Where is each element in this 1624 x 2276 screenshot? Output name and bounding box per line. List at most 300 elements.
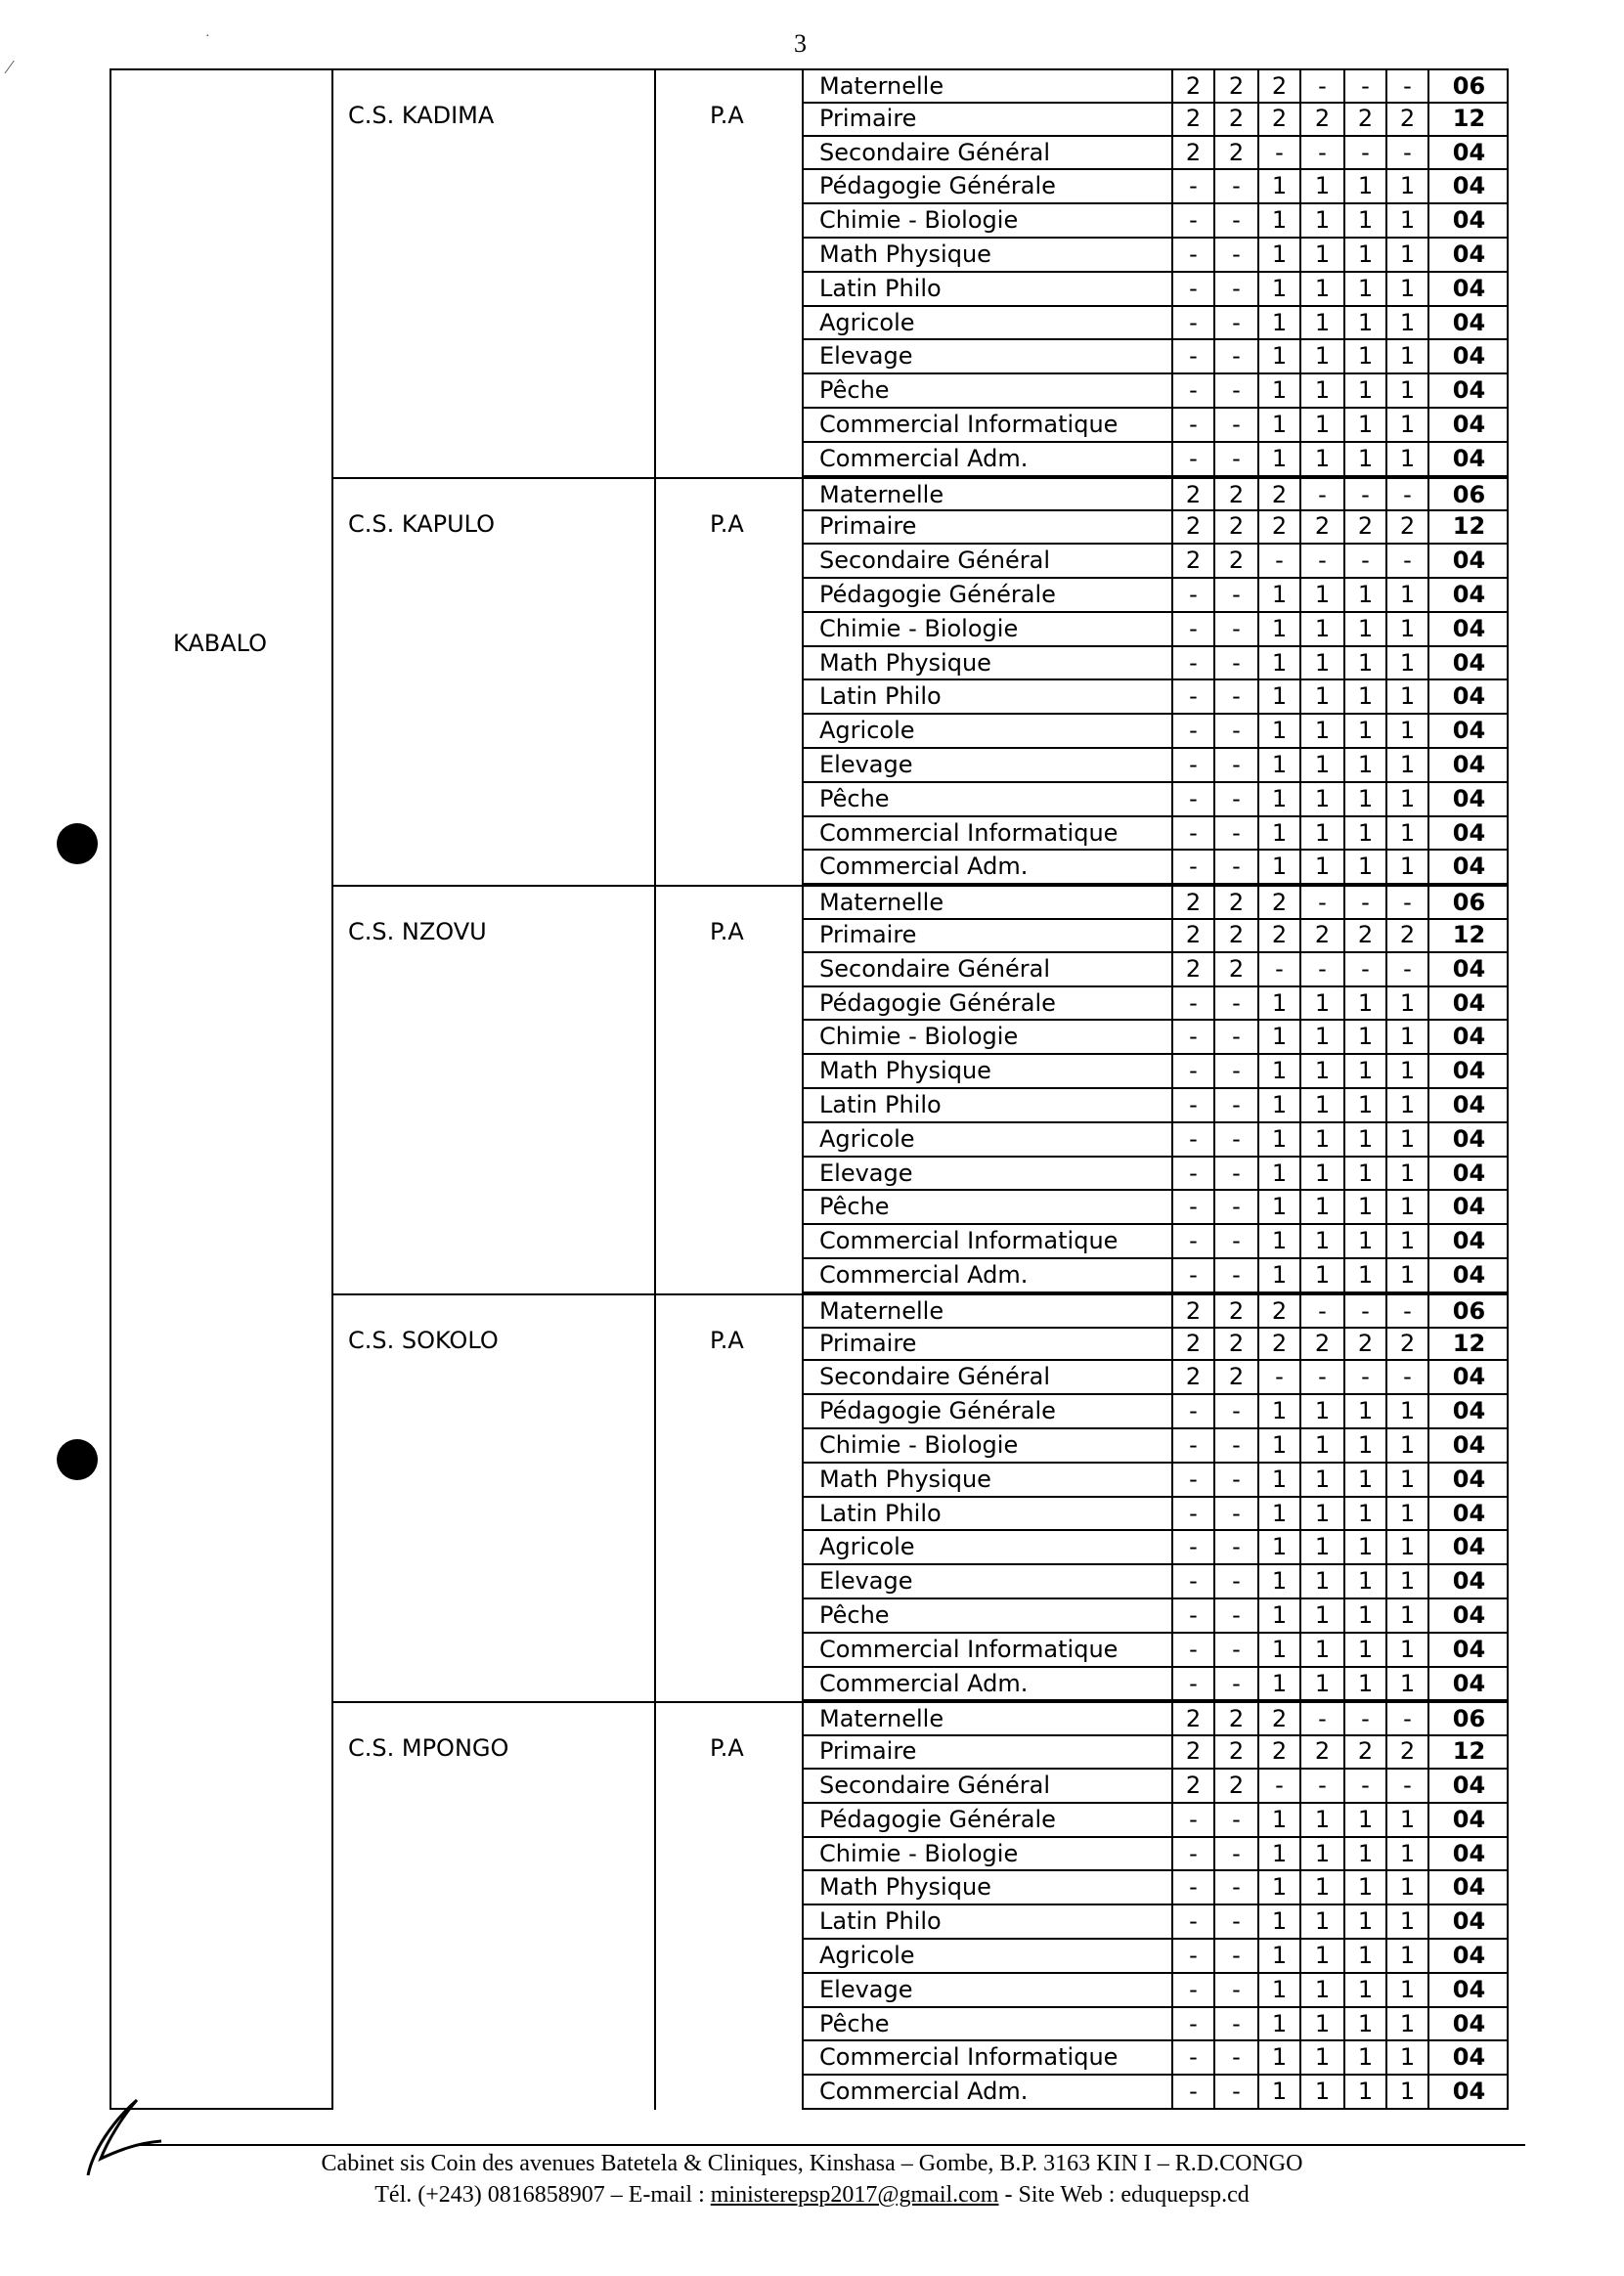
total-cell: 04 — [1452, 1023, 1486, 1051]
count-cell: 1 — [1259, 1498, 1301, 1530]
count-cell: - — [1173, 715, 1215, 747]
count-cell: - — [1215, 2041, 1259, 2074]
total-cell: 04 — [1452, 1261, 1486, 1289]
table-row — [802, 137, 1509, 171]
count-cell: 1 — [1259, 1905, 1301, 1938]
count-cell: - — [1215, 613, 1259, 645]
count-cell: 1 — [1345, 680, 1387, 713]
count-cell: 1 — [1387, 443, 1429, 475]
count-cell: 1 — [1387, 239, 1429, 271]
count-cell: 1 — [1387, 1974, 1429, 2006]
subject-cell: Chimie - Biologie — [804, 1021, 1173, 1053]
count-cell: 1 — [1259, 1599, 1301, 1632]
count-cell: - — [1215, 1055, 1259, 1087]
subject-cell: Elevage — [804, 749, 1173, 781]
count-cell: - — [1387, 1703, 1429, 1734]
count-cell: - — [1345, 1770, 1387, 1802]
subject-cell: Latin Philo — [804, 1905, 1173, 1938]
subject-cell: Commercial Adm. — [804, 851, 1173, 883]
table-row — [802, 953, 1509, 987]
total-cell: 04 — [1452, 206, 1486, 235]
count-cell: 2 — [1387, 103, 1429, 135]
count-cell: - — [1173, 1089, 1215, 1121]
count-cell: 2 — [1173, 1328, 1215, 1360]
total-cell: 04 — [1452, 648, 1486, 677]
table-row — [802, 1395, 1509, 1429]
count-cell: - — [1215, 1804, 1259, 1836]
total-cell: 04 — [1452, 751, 1486, 778]
count-cell: 1 — [1387, 1634, 1429, 1666]
count-cell: 2 — [1215, 545, 1259, 577]
table-row — [802, 1735, 1509, 1770]
table-row — [802, 1668, 1509, 1702]
subject-cell: Maternelle — [804, 1295, 1173, 1327]
count-cell: 2 — [1301, 103, 1345, 135]
count-cell: 1 — [1387, 1565, 1429, 1598]
count-cell: - — [1215, 1905, 1259, 1938]
count-cell: 1 — [1259, 1021, 1301, 1053]
table-row — [802, 817, 1509, 852]
subject-cell: Agricole — [804, 307, 1173, 339]
center-name: C.S. KADIMA — [348, 102, 495, 129]
subject-cell: Math Physique — [804, 1871, 1173, 1904]
count-cell: - — [1173, 170, 1215, 202]
count-cell: 1 — [1301, 1191, 1345, 1223]
count-cell: - — [1387, 1361, 1429, 1393]
count-cell: - — [1215, 2008, 1259, 2040]
count-cell: - — [1345, 1703, 1387, 1734]
subject-cell: Elevage — [804, 1565, 1173, 1598]
center-type: P.A — [710, 1326, 744, 1354]
total-cell: 04 — [1452, 308, 1486, 336]
count-cell: 1 — [1387, 2041, 1429, 2074]
total-cell: 04 — [1452, 172, 1486, 200]
total-cell: 04 — [1452, 1942, 1486, 1969]
count-cell: 1 — [1301, 1599, 1345, 1632]
count-cell: 1 — [1259, 307, 1301, 339]
count-cell: 1 — [1345, 613, 1387, 645]
total-cell: 04 — [1452, 1907, 1486, 1936]
total-cell: 04 — [1452, 547, 1486, 575]
count-cell: - — [1173, 1565, 1215, 1598]
count-cell: 1 — [1387, 749, 1429, 781]
count-cell: - — [1173, 273, 1215, 305]
count-cell: - — [1345, 887, 1387, 918]
total-cell: 04 — [1452, 2043, 1486, 2072]
count-cell: - — [1215, 204, 1259, 237]
count-cell: - — [1345, 545, 1387, 577]
count-cell: 1 — [1387, 1123, 1429, 1156]
count-cell: - — [1259, 1361, 1301, 1393]
subject-cell: Math Physique — [804, 239, 1173, 271]
count-cell: 1 — [1301, 1055, 1345, 1087]
table-row — [802, 1055, 1509, 1089]
count-cell: 2 — [1345, 1735, 1387, 1768]
count-cell: 2 — [1173, 70, 1215, 102]
count-cell: 1 — [1345, 374, 1387, 407]
count-cell: 1 — [1345, 239, 1387, 271]
count-cell: 1 — [1301, 1464, 1345, 1496]
count-cell: 1 — [1345, 1838, 1387, 1870]
count-cell: - — [1215, 443, 1259, 475]
count-cell: 1 — [1345, 647, 1387, 679]
count-cell: 1 — [1345, 1158, 1387, 1190]
count-cell: 1 — [1387, 1668, 1429, 1700]
footer-address: Cabinet sis Coin des avenues Batetela & Cliniques, Kinshasa – Gombe, B.P. 3163 KIN I – R.D.CONGO — [321, 2151, 1303, 2176]
count-cell: - — [1345, 1295, 1387, 1327]
count-cell: 1 — [1345, 1498, 1387, 1530]
count-cell: 2 — [1345, 1328, 1387, 1360]
count-cell: - — [1215, 1395, 1259, 1427]
count-cell: 1 — [1345, 1871, 1387, 1904]
count-cell: - — [1215, 170, 1259, 202]
total-cell: 04 — [1452, 1772, 1486, 1799]
count-cell: 1 — [1345, 2041, 1387, 2074]
count-cell: - — [1215, 374, 1259, 407]
count-cell: - — [1387, 137, 1429, 169]
count-cell: - — [1215, 715, 1259, 747]
count-cell: 2 — [1215, 953, 1259, 985]
subject-cell: Commercial Informatique — [804, 409, 1173, 441]
total-cell: 04 — [1452, 1363, 1486, 1391]
count-cell: - — [1387, 1295, 1429, 1327]
count-cell: 1 — [1259, 204, 1301, 237]
center-name-cell — [333, 887, 656, 1293]
center-type: P.A — [710, 102, 744, 129]
footer-email-link[interactable]: ministerepsp2017@gmail.com — [710, 2182, 999, 2208]
center-name: C.S. NZOVU — [348, 918, 487, 946]
count-cell: 1 — [1301, 409, 1345, 441]
total-cell: 06 — [1452, 480, 1486, 508]
count-cell: 1 — [1301, 1668, 1345, 1700]
count-cell: 1 — [1301, 374, 1345, 407]
count-cell: 1 — [1301, 680, 1345, 713]
count-cell: 1 — [1301, 1838, 1345, 1870]
count-cell: 2 — [1387, 1735, 1429, 1768]
count-cell: - — [1215, 680, 1259, 713]
count-cell: 2 — [1173, 510, 1215, 543]
subject-cell: Primaire — [804, 1328, 1173, 1360]
count-cell: 2 — [1173, 137, 1215, 169]
count-cell: 1 — [1387, 987, 1429, 1020]
count-cell: 1 — [1301, 987, 1345, 1020]
count-cell: - — [1215, 340, 1259, 372]
count-cell: - — [1387, 953, 1429, 985]
count-cell: 2 — [1301, 1735, 1345, 1768]
count-cell: - — [1173, 817, 1215, 850]
count-cell: - — [1301, 1295, 1345, 1327]
count-cell: 1 — [1259, 1158, 1301, 1190]
count-cell: 2 — [1173, 1295, 1215, 1327]
count-cell: 2 — [1173, 919, 1215, 951]
subject-cell: Primaire — [804, 510, 1173, 543]
count-cell: - — [1345, 70, 1387, 102]
count-cell: 1 — [1301, 307, 1345, 339]
subject-cell: Latin Philo — [804, 273, 1173, 305]
total-cell: 04 — [1452, 954, 1486, 983]
count-cell: - — [1215, 1259, 1259, 1291]
count-cell: 1 — [1387, 817, 1429, 850]
subject-cell: Secondaire Général — [804, 1361, 1173, 1393]
count-cell: 1 — [1387, 170, 1429, 202]
subject-cell: Agricole — [804, 1123, 1173, 1156]
subject-cell: Chimie - Biologie — [804, 613, 1173, 645]
center-type: P.A — [710, 918, 744, 946]
center-block — [333, 477, 802, 886]
count-cell: 1 — [1301, 1804, 1345, 1836]
count-cell: 2 — [1215, 103, 1259, 135]
count-cell: 1 — [1301, 1123, 1345, 1156]
subject-cell: Commercial Informatique — [804, 817, 1173, 850]
total-cell: 06 — [1452, 1705, 1486, 1733]
subject-cell: Latin Philo — [804, 1498, 1173, 1530]
count-cell: 1 — [1301, 817, 1345, 850]
count-cell: 1 — [1387, 1191, 1429, 1223]
count-cell: 1 — [1301, 1498, 1345, 1530]
count-cell: - — [1387, 887, 1429, 918]
count-cell: - — [1173, 1395, 1215, 1427]
count-cell: - — [1215, 1498, 1259, 1530]
table-row — [802, 919, 1509, 953]
count-cell: - — [1215, 1838, 1259, 1870]
count-cell: 1 — [1301, 1531, 1345, 1563]
count-cell: - — [1215, 987, 1259, 1020]
count-cell: - — [1173, 1225, 1215, 1257]
total-cell: 04 — [1452, 342, 1486, 371]
count-cell: - — [1173, 1191, 1215, 1223]
count-cell: 2 — [1215, 1361, 1259, 1393]
subject-cell: Math Physique — [804, 1055, 1173, 1087]
subject-cell: Math Physique — [804, 1464, 1173, 1496]
count-cell: - — [1301, 70, 1345, 102]
count-cell: 1 — [1345, 204, 1387, 237]
table-row — [802, 2008, 1509, 2042]
count-cell: 1 — [1345, 1055, 1387, 1087]
count-cell: - — [1387, 545, 1429, 577]
count-cell: - — [1173, 239, 1215, 271]
district-column — [110, 68, 333, 2110]
count-cell: 1 — [1345, 817, 1387, 850]
count-cell: 1 — [1301, 2008, 1345, 2040]
count-cell: - — [1173, 1668, 1215, 1700]
count-cell: 1 — [1259, 1871, 1301, 1904]
count-cell: 1 — [1387, 613, 1429, 645]
count-cell: - — [1215, 1871, 1259, 1904]
count-cell: 1 — [1387, 1599, 1429, 1632]
count-cell: 1 — [1387, 1940, 1429, 1972]
count-cell: 1 — [1345, 273, 1387, 305]
total-cell: 04 — [1452, 614, 1486, 642]
count-cell: - — [1259, 545, 1301, 577]
count-cell: 1 — [1259, 1123, 1301, 1156]
count-cell: - — [1345, 953, 1387, 985]
count-cell: 2 — [1173, 953, 1215, 985]
total-cell: 04 — [1452, 376, 1486, 405]
table-row — [802, 68, 1509, 104]
total-cell: 04 — [1452, 1091, 1486, 1118]
center-name: C.S. MPONGO — [348, 1734, 509, 1763]
count-cell: 1 — [1387, 1871, 1429, 1904]
count-cell: - — [1173, 1974, 1215, 2006]
count-cell: 1 — [1301, 1940, 1345, 1972]
count-cell: 1 — [1387, 1429, 1429, 1462]
count-cell: - — [1215, 307, 1259, 339]
count-cell: 1 — [1387, 2008, 1429, 2040]
center-block — [333, 68, 802, 477]
count-cell: 1 — [1387, 783, 1429, 815]
count-cell: 2 — [1173, 887, 1215, 918]
count-cell: - — [1345, 1361, 1387, 1393]
count-cell: - — [1173, 1123, 1215, 1156]
count-cell: 2 — [1301, 510, 1345, 543]
footer-rule — [137, 2144, 1525, 2146]
count-cell: - — [1259, 953, 1301, 985]
subject-cell: Latin Philo — [804, 1089, 1173, 1121]
total-cell: 04 — [1452, 1873, 1486, 1902]
count-cell: - — [1345, 479, 1387, 510]
count-cell: 1 — [1345, 1429, 1387, 1462]
count-cell: 1 — [1345, 783, 1387, 815]
count-cell: 1 — [1259, 680, 1301, 713]
total-cell: 04 — [1452, 1669, 1486, 1697]
count-cell: - — [1301, 1770, 1345, 1802]
subject-cell: Maternelle — [804, 887, 1173, 918]
count-cell: 1 — [1345, 1225, 1387, 1257]
count-cell: - — [1215, 273, 1259, 305]
punch-hole — [57, 1439, 98, 1480]
count-cell: - — [1387, 479, 1429, 510]
table-row — [802, 374, 1509, 409]
total-cell: 06 — [1452, 72, 1486, 100]
table-row — [802, 1838, 1509, 1872]
count-cell: 1 — [1387, 1158, 1429, 1190]
count-cell: 1 — [1345, 1668, 1387, 1700]
count-cell: 2 — [1215, 137, 1259, 169]
count-cell: 1 — [1259, 2041, 1301, 2074]
subject-cell: Maternelle — [804, 70, 1173, 102]
footer-website: - Site Web : eduquepsp.cd — [998, 2182, 1250, 2208]
count-cell: 1 — [1301, 715, 1345, 747]
count-cell: 2 — [1215, 1295, 1259, 1327]
table-row — [802, 1191, 1509, 1225]
table-row — [802, 2076, 1509, 2110]
count-cell: - — [1387, 1770, 1429, 1802]
table-row — [802, 443, 1509, 477]
count-cell: - — [1173, 2041, 1215, 2074]
count-cell: - — [1173, 613, 1215, 645]
count-cell: 1 — [1387, 851, 1429, 883]
count-cell: 1 — [1387, 1498, 1429, 1530]
count-cell: 1 — [1301, 749, 1345, 781]
count-cell: - — [1173, 1871, 1215, 1904]
subject-cell: Commercial Informatique — [804, 1634, 1173, 1666]
count-cell: - — [1215, 1158, 1259, 1190]
count-cell: 1 — [1259, 715, 1301, 747]
center-type: P.A — [710, 509, 744, 538]
count-cell: - — [1173, 1021, 1215, 1053]
count-cell: 1 — [1387, 1464, 1429, 1496]
table-row — [802, 170, 1509, 204]
count-cell: 2 — [1259, 1328, 1301, 1360]
table-row — [802, 103, 1509, 137]
count-cell: 1 — [1259, 647, 1301, 679]
table-row — [802, 783, 1509, 817]
total-cell: 04 — [1452, 581, 1486, 608]
count-cell: 2 — [1173, 1703, 1215, 1734]
count-cell: 1 — [1387, 1804, 1429, 1836]
count-cell: 1 — [1301, 1429, 1345, 1462]
subject-cell: Commercial Adm. — [804, 2076, 1173, 2108]
count-cell: - — [1215, 1531, 1259, 1563]
subject-cell: Pédagogie Générale — [804, 1395, 1173, 1427]
count-cell: - — [1173, 1158, 1215, 1190]
count-cell: 1 — [1345, 443, 1387, 475]
count-cell: 2 — [1215, 1703, 1259, 1734]
count-cell: 2 — [1173, 1361, 1215, 1393]
count-cell: 2 — [1259, 103, 1301, 135]
count-cell: 1 — [1387, 715, 1429, 747]
total-cell: 04 — [1452, 818, 1486, 847]
count-cell: 1 — [1301, 1634, 1345, 1666]
count-cell: 2 — [1215, 70, 1259, 102]
count-cell: 2 — [1173, 1735, 1215, 1768]
count-cell: 1 — [1259, 1191, 1301, 1223]
table-row — [802, 1974, 1509, 2008]
count-cell: - — [1173, 1634, 1215, 1666]
count-cell: 1 — [1345, 1531, 1387, 1563]
count-cell: - — [1259, 1770, 1301, 1802]
count-cell: 1 — [1259, 613, 1301, 645]
count-cell: - — [1301, 545, 1345, 577]
subject-cell: Primaire — [804, 103, 1173, 135]
count-cell: - — [1215, 1225, 1259, 1257]
count-cell: 1 — [1345, 170, 1387, 202]
center-block — [333, 885, 802, 1293]
count-cell: - — [1215, 749, 1259, 781]
total-cell: 04 — [1452, 1635, 1486, 1663]
count-cell: 1 — [1387, 2076, 1429, 2108]
count-cell: 1 — [1259, 1395, 1301, 1427]
subject-cell: Maternelle — [804, 479, 1173, 510]
total-cell: 04 — [1452, 988, 1486, 1017]
footer-phone: Tél. (+243) 0816858907 – E-mail : — [374, 2182, 711, 2208]
count-cell: 1 — [1259, 1668, 1301, 1700]
count-cell: 2 — [1387, 510, 1429, 543]
table-row — [802, 1599, 1509, 1634]
total-cell: 12 — [1452, 104, 1486, 132]
center-name: C.S. SOKOLO — [348, 1326, 499, 1354]
table-row — [802, 749, 1509, 783]
count-cell: - — [1301, 1361, 1345, 1393]
count-cell: 2 — [1259, 479, 1301, 510]
subject-cell: Pédagogie Générale — [804, 170, 1173, 202]
count-cell: 2 — [1173, 479, 1215, 510]
count-cell: 1 — [1387, 1259, 1429, 1291]
count-cell: 1 — [1387, 1838, 1429, 1870]
table-row — [802, 1770, 1509, 1804]
count-cell: 1 — [1345, 1804, 1387, 1836]
count-cell: 2 — [1173, 103, 1215, 135]
count-cell: 2 — [1173, 1770, 1215, 1802]
table-row — [802, 647, 1509, 681]
count-cell: 2 — [1215, 510, 1259, 543]
total-cell: 04 — [1452, 682, 1486, 711]
count-cell: - — [1173, 374, 1215, 407]
total-cell: 04 — [1452, 444, 1486, 472]
subject-cell: Latin Philo — [804, 680, 1173, 713]
table-row — [802, 2041, 1509, 2076]
count-cell: 2 — [1259, 70, 1301, 102]
